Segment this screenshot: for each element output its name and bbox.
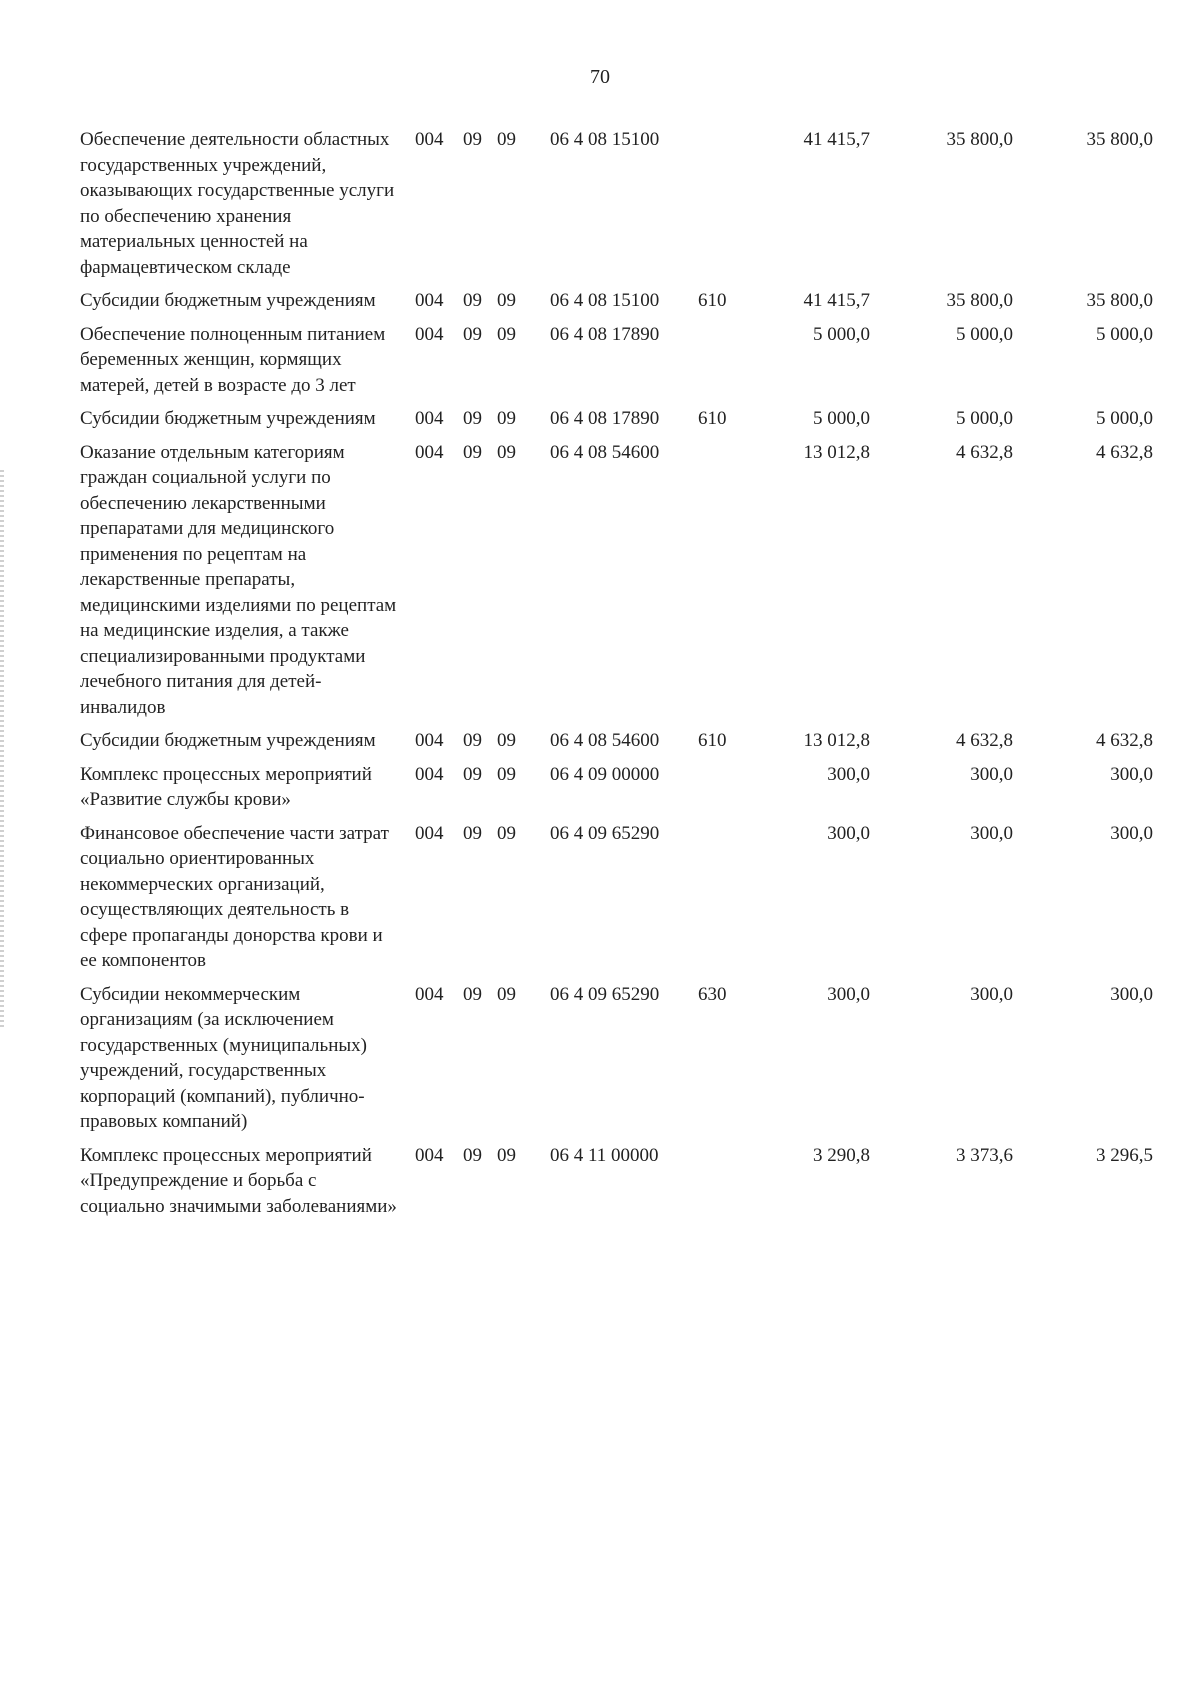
expense-type-code: 610 xyxy=(698,408,727,429)
amount-year-1: 13 012,8 xyxy=(803,441,870,463)
subsection-code: 09 xyxy=(497,763,516,785)
table-row xyxy=(0,1143,1200,1220)
dept-code: 004 xyxy=(415,129,444,150)
amount-year-3: 35 800,0 xyxy=(1086,129,1153,150)
subsection-code: 09 xyxy=(497,1144,516,1166)
row-name: Комплекс процессных мероприятий «Предупреждение и борьба с социально значимыми заболеваниями» xyxy=(80,1144,397,1217)
section-code: 09 xyxy=(463,323,482,345)
amount-year-3: 5 000,0 xyxy=(1096,408,1153,429)
target-article-code: 06 4 08 15100 xyxy=(550,290,660,311)
table-row xyxy=(0,288,1200,314)
amount-year-2: 300,0 xyxy=(970,822,1013,844)
amount-year-3: 3 296,5 xyxy=(1096,1144,1153,1166)
section-code: 09 xyxy=(463,730,482,751)
budget-table xyxy=(0,127,1200,1227)
amount-year-3: 300,0 xyxy=(1110,983,1153,1005)
expense-type-code: 630 xyxy=(698,983,727,1005)
amount-year-2: 300,0 xyxy=(970,983,1013,1005)
table-row xyxy=(0,406,1200,432)
target-article-code: 06 4 08 54600 xyxy=(550,441,660,463)
row-name: Субсидии некоммерческим организациям (за исключением государственных (муниципальных) учреждений, государственных корпораций (компаний), публично-правовых компаний) xyxy=(80,983,367,1132)
row-name: Обеспечение полноценным питанием беременных женщин, кормящих матерей, детей в возрасте до 3 лет xyxy=(80,323,386,396)
amount-year-2: 3 373,6 xyxy=(956,1144,1013,1166)
subsection-code: 09 xyxy=(497,290,516,311)
subsection-code: 09 xyxy=(497,323,516,345)
target-article-code: 06 4 11 00000 xyxy=(550,1144,659,1166)
amount-year-3: 4 632,8 xyxy=(1096,730,1153,751)
amount-year-3: 35 800,0 xyxy=(1086,290,1153,311)
row-name: Субсидии бюджетным учреждениям xyxy=(80,290,376,311)
table-row xyxy=(0,322,1200,399)
amount-year-1: 300,0 xyxy=(827,822,870,844)
dept-code: 004 xyxy=(415,323,444,345)
subsection-code: 09 xyxy=(497,730,516,751)
target-article-code: 06 4 09 00000 xyxy=(550,763,660,785)
table-row xyxy=(0,821,1200,974)
amount-year-3: 300,0 xyxy=(1110,822,1153,844)
subsection-code: 09 xyxy=(497,441,516,463)
dept-code: 004 xyxy=(415,822,444,844)
dept-code: 004 xyxy=(415,1144,444,1166)
table-row xyxy=(0,982,1200,1135)
target-article-code: 06 4 08 15100 xyxy=(550,129,660,150)
amount-year-2: 4 632,8 xyxy=(956,441,1013,463)
target-article-code: 06 4 09 65290 xyxy=(550,822,660,844)
row-name: Субсидии бюджетным учреждениям xyxy=(80,730,376,751)
row-name: Финансовое обеспечение части затрат социально ориентированных некоммерческих организаций, осуществляющих деятельность в сфере пропаганды донорства крови и ее компонентов xyxy=(80,822,389,971)
subsection-code: 09 xyxy=(497,408,516,429)
amount-year-1: 41 415,7 xyxy=(803,290,870,311)
section-code: 09 xyxy=(463,408,482,429)
section-code: 09 xyxy=(463,763,482,785)
subsection-code: 09 xyxy=(497,822,516,844)
amount-year-1: 13 012,8 xyxy=(803,730,870,751)
subsection-code: 09 xyxy=(497,129,516,150)
amount-year-1: 300,0 xyxy=(827,763,870,785)
table-row xyxy=(0,127,1200,280)
target-article-code: 06 4 08 17890 xyxy=(550,408,660,429)
dept-code: 004 xyxy=(415,441,444,463)
table-row xyxy=(0,440,1200,721)
amount-year-2: 35 800,0 xyxy=(946,290,1013,311)
section-code: 09 xyxy=(463,441,482,463)
expense-type-code: 610 xyxy=(698,730,727,751)
target-article-code: 06 4 08 54600 xyxy=(550,730,660,751)
section-code: 09 xyxy=(463,983,482,1005)
amount-year-2: 300,0 xyxy=(970,763,1013,785)
amount-year-3: 4 632,8 xyxy=(1096,441,1153,463)
page-number: 70 xyxy=(590,66,610,88)
section-code: 09 xyxy=(463,1144,482,1166)
target-article-code: 06 4 09 65290 xyxy=(550,983,660,1005)
amount-year-3: 300,0 xyxy=(1110,763,1153,785)
amount-year-2: 35 800,0 xyxy=(946,129,1013,150)
section-code: 09 xyxy=(463,290,482,311)
row-name: Субсидии бюджетным учреждениям xyxy=(80,408,376,429)
amount-year-2: 5 000,0 xyxy=(956,408,1013,429)
dept-code: 004 xyxy=(415,763,444,785)
row-name: Обеспечение деятельности областных государственных учреждений, оказывающих государственные услуги по обеспечению хранения материальных ценностей на фармацевтическом складе xyxy=(80,129,395,278)
section-code: 09 xyxy=(463,822,482,844)
subsection-code: 09 xyxy=(497,983,516,1005)
amount-year-1: 5 000,0 xyxy=(813,323,870,345)
section-code: 09 xyxy=(463,129,482,150)
dept-code: 004 xyxy=(415,730,444,751)
dept-code: 004 xyxy=(415,983,444,1005)
table-row xyxy=(0,762,1200,813)
amount-year-3: 5 000,0 xyxy=(1096,323,1153,345)
row-name: Оказание отдельным категориям граждан социальной услуги по обеспечению лекарственными препаратами для медицинского применения по рецептам на лекарственные препараты, медицинскими изделиями по рецептам на медицинские изделия, а также специализированными продуктами лечебного питания для детей-инвалидов xyxy=(80,441,397,718)
amount-year-1: 41 415,7 xyxy=(803,129,870,150)
amount-year-1: 3 290,8 xyxy=(813,1144,870,1166)
dept-code: 004 xyxy=(415,290,444,311)
table-row xyxy=(0,728,1200,754)
amount-year-2: 5 000,0 xyxy=(956,323,1013,345)
amount-year-2: 4 632,8 xyxy=(956,730,1013,751)
row-name: Комплекс процессных мероприятий «Развитие службы крови» xyxy=(80,763,372,810)
amount-year-1: 300,0 xyxy=(827,983,870,1005)
dept-code: 004 xyxy=(415,408,444,429)
amount-year-1: 5 000,0 xyxy=(813,408,870,429)
target-article-code: 06 4 08 17890 xyxy=(550,323,660,345)
expense-type-code: 610 xyxy=(698,290,727,311)
